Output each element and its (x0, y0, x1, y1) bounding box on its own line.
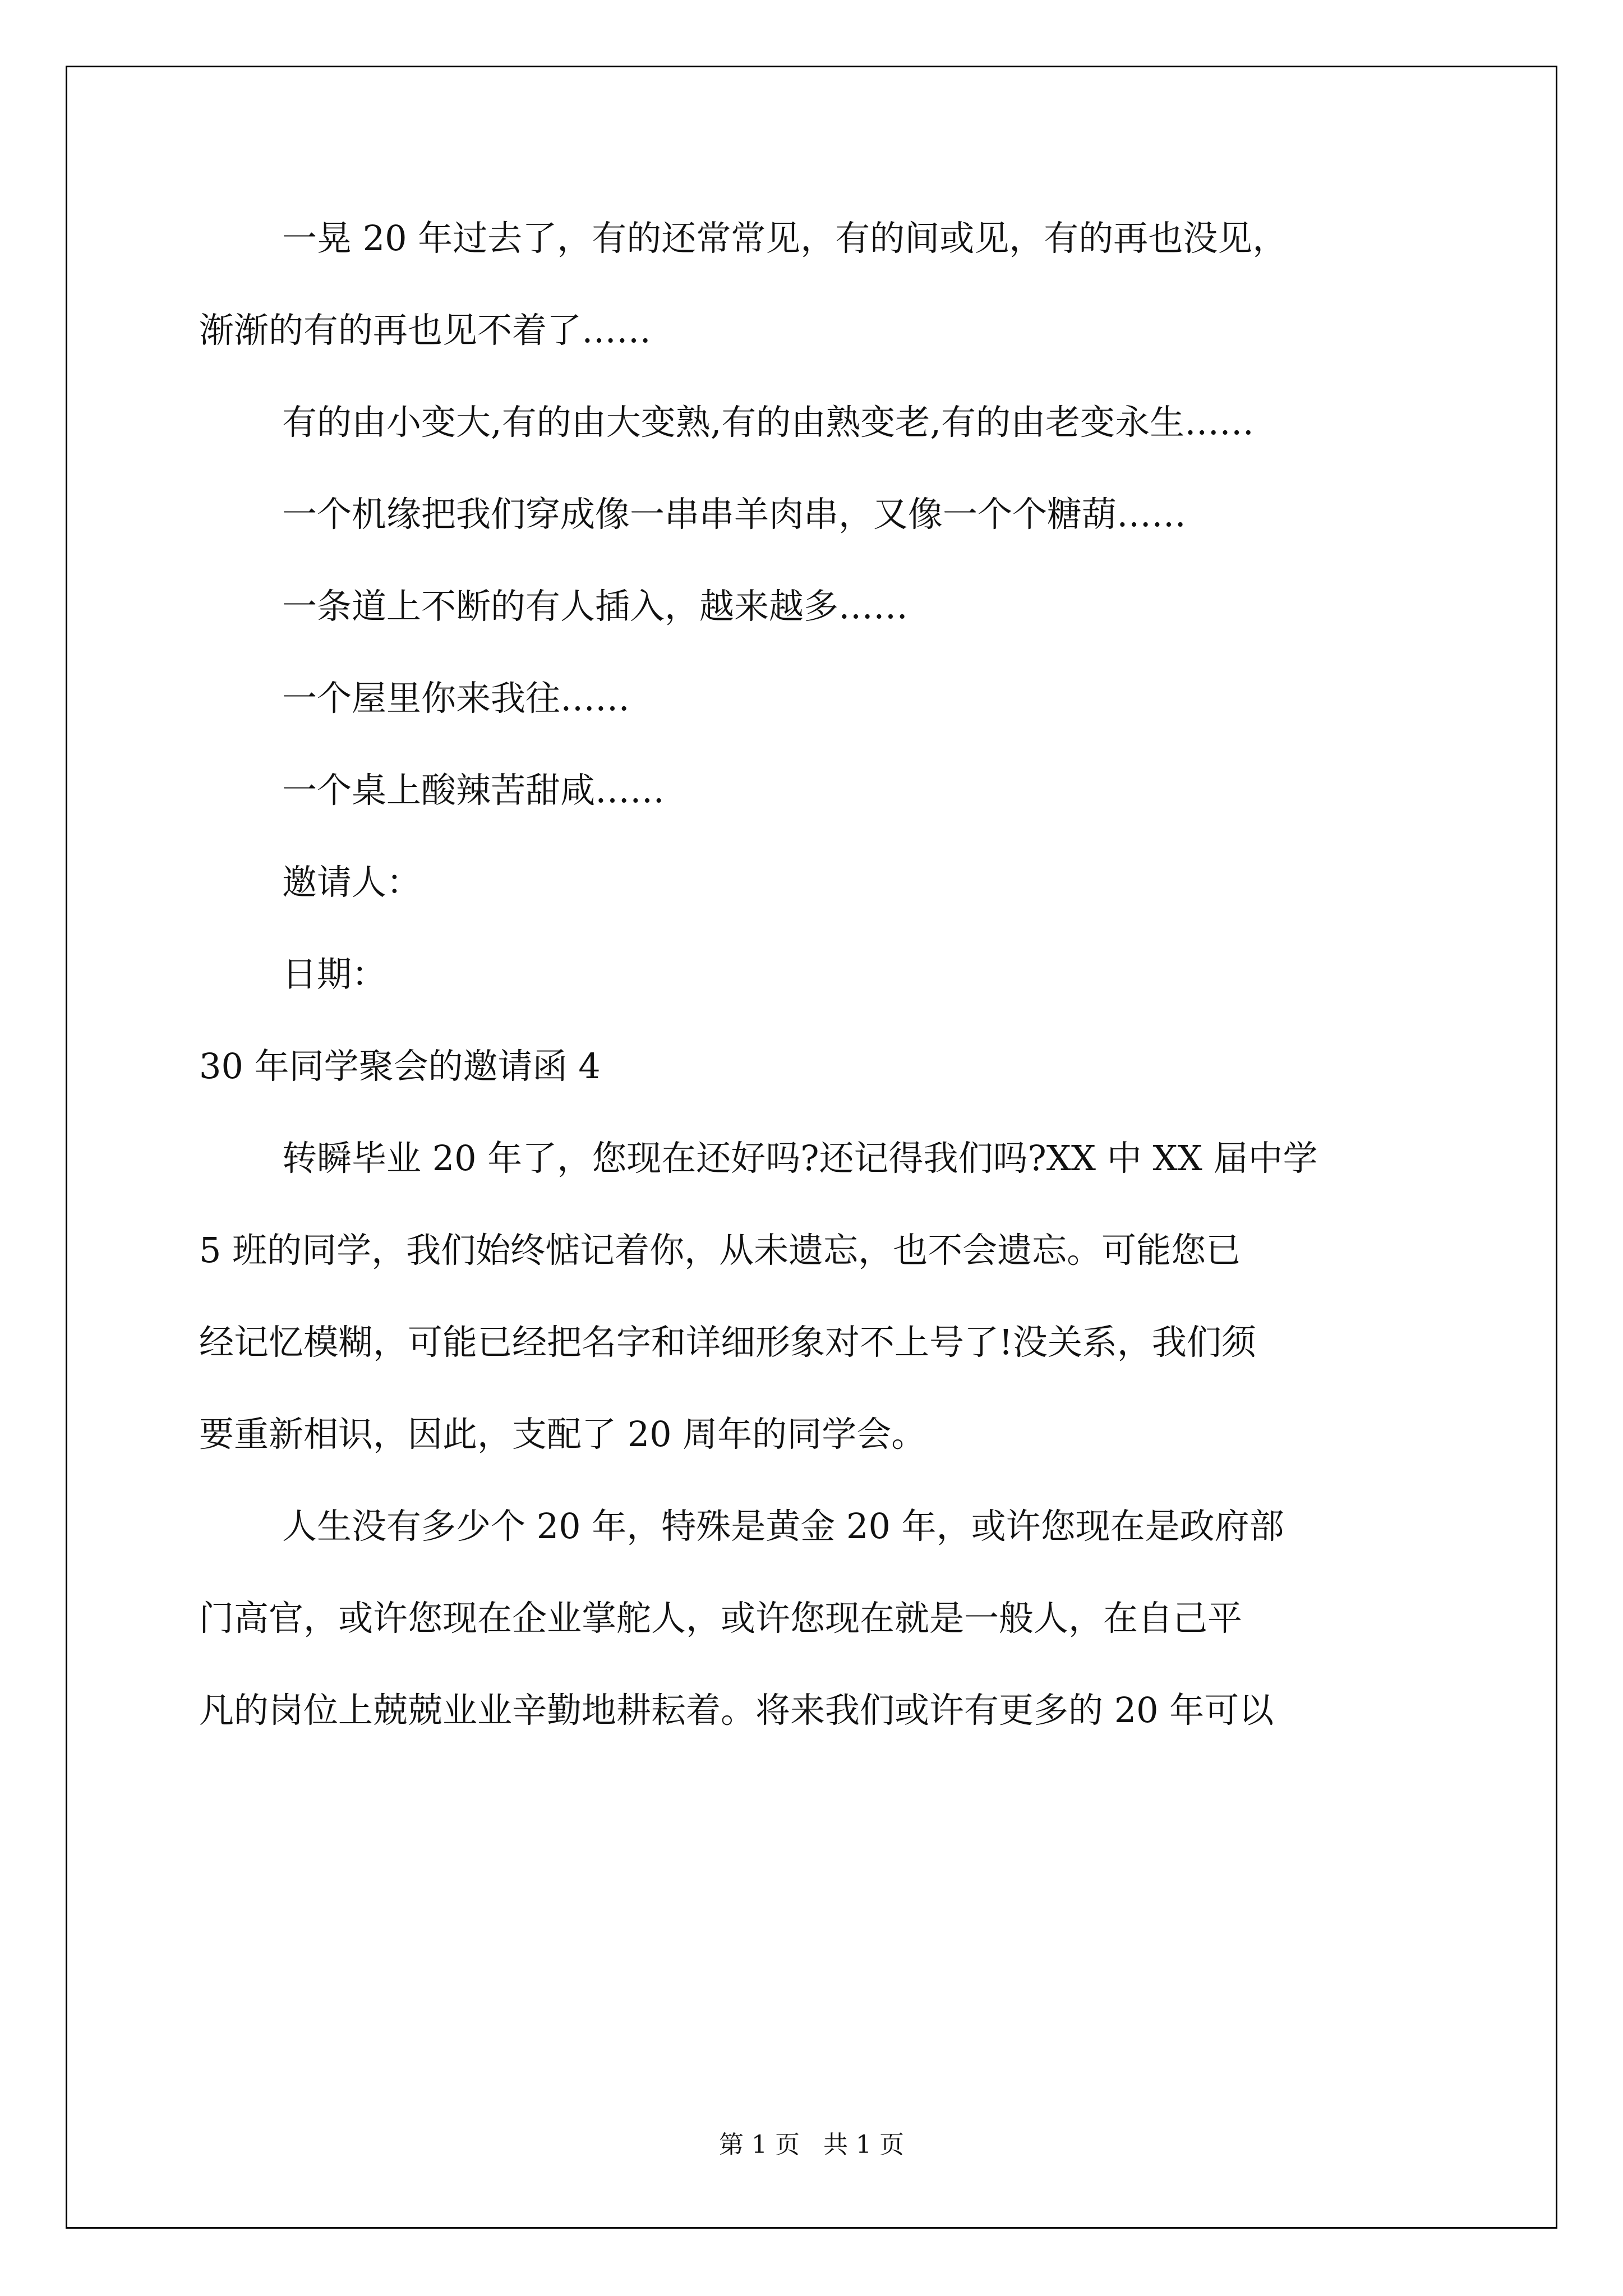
date-label: 日期： (282, 954, 387, 995)
paragraph-line: 凡的岗位上兢兢业业辛勤地耕耘着。将来我们或许有更多的 20 年可以 (199, 1690, 1274, 1731)
paragraph-line: 人生没有多少个 20 年，特殊是黄金 20 年，或许您现在是政府部 (282, 1506, 1284, 1547)
paragraph-line: 一个机缘把我们穿成像一串串羊肉串，又像一个个糖葫…… (282, 494, 1187, 535)
paragraph-line: 一晃 20 年过去了，有的还常常见，有的间或见，有的再也没见， (282, 218, 1288, 259)
paragraph-line: 要重新相识，因此，支配了 20 周年的同学会。 (199, 1414, 926, 1455)
paragraph-line: 一条道上不断的有人插入，越来越多…… (282, 586, 909, 627)
paragraph-line: 门高官，或许您现在企业掌舵人，或许您现在就是一般人，在自己平 (199, 1598, 1243, 1639)
paragraph-line: 渐渐的有的再也见不着了…… (199, 310, 652, 351)
page-number-footer: 第 1 页 共 1 页 (719, 2131, 904, 2159)
paragraph-line: 5 班的同学，我们始终惦记着你，从未遗忘，也不会遗忘。可能您已 (199, 1230, 1241, 1271)
paragraph-line: 有的由小变大,有的由大变熟,有的由熟变老,有的由老变永生…… (282, 402, 1255, 443)
inviter-label: 邀请人： (282, 862, 422, 903)
paragraph-line: 转瞬毕业 20 年了，您现在还好吗?还记得我们吗?XX 中 XX 届中学 (282, 1138, 1318, 1179)
paragraph-line: 一个桌上酸辣苦甜咸…… (282, 770, 665, 811)
paragraph-line: 一个屋里你来我往…… (282, 678, 630, 719)
section-heading: 30 年同学聚会的邀请函 4 (199, 1046, 601, 1087)
paragraph-line: 经记忆模糊，可能已经把名字和详细形象对不上号了!没关系，我们须 (199, 1322, 1256, 1363)
